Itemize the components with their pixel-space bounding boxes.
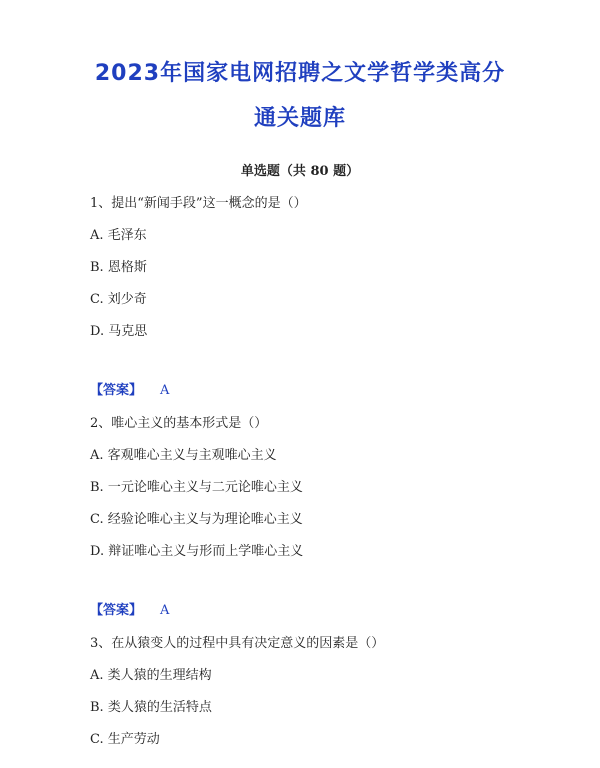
question-2-option-a: A. 客观唯心主义与主观唯心主义: [90, 448, 277, 463]
answer-value: A: [160, 383, 170, 398]
question-2-option-c: C. 经验论唯心主义与为理论唯心主义: [90, 512, 303, 527]
question-1-option-c: C. 刘少奇: [90, 292, 147, 307]
question-3-option-a: A. 类人猿的生理结构: [90, 668, 212, 683]
answer-value: A: [160, 603, 170, 618]
question-2-text: 2、唯心主义的基本形式是（）: [90, 416, 268, 431]
question-1-option-d: D. 马克思: [90, 324, 148, 339]
question-1-answer: [90, 379, 169, 398]
question-1-option-b: B. 恩格斯: [90, 260, 147, 275]
document-title-line-2: 通关题库: [253, 106, 346, 131]
answer-label: 【答案】: [90, 603, 143, 618]
question-3-option-c: C. 生产劳动: [90, 732, 160, 747]
question-3-option-b: B. 类人猿的生活特点: [90, 700, 212, 715]
question-1-text: 1、提出“新闻手段”这一概念的是（）: [90, 196, 307, 211]
question-2-option-d: D. 辩证唯心主义与形而上学唯心主义: [90, 544, 304, 559]
question-1-option-a: A. 毛泽东: [90, 228, 147, 243]
question-3-text: 3、在从猿变人的过程中具有决定意义的因素是（）: [90, 636, 385, 651]
document-title-line-1: 2023年国家电网招聘之文学哲学类高分: [94, 61, 506, 86]
question-2-answer: [90, 599, 169, 618]
question-2-option-b: B. 一元论唯心主义与二元论唯心主义: [90, 480, 303, 495]
answer-label: 【答案】: [90, 383, 143, 398]
section-heading: 单选题（共 80 题）: [240, 164, 360, 179]
